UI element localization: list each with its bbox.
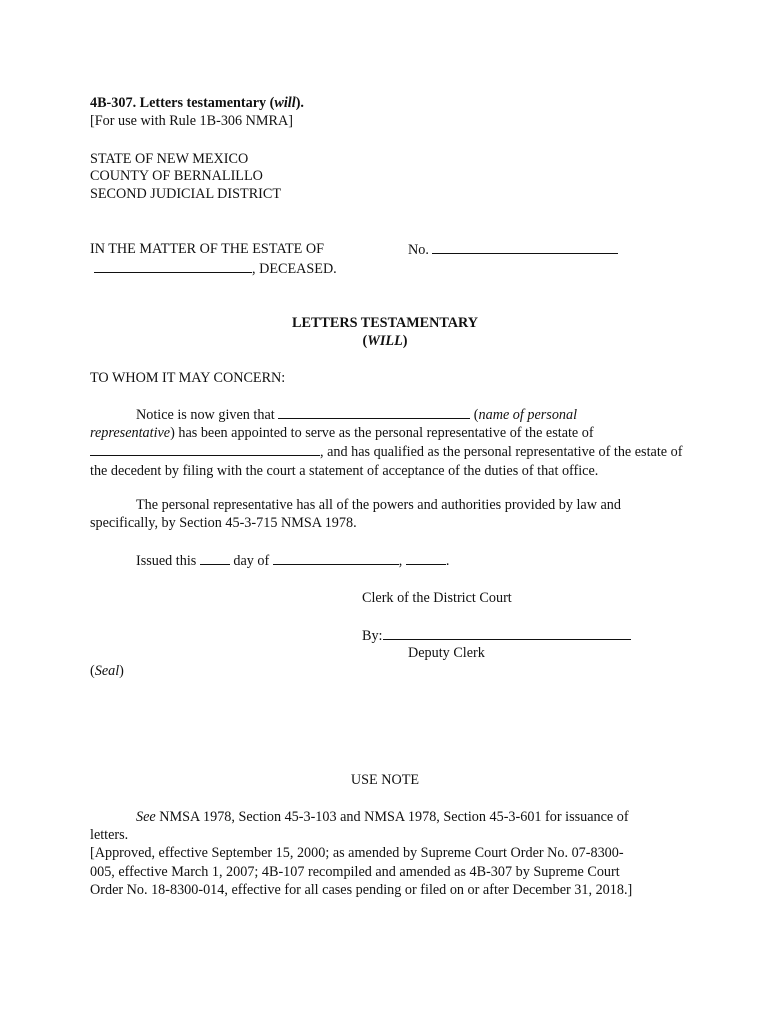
powers-line-1: The personal representative has all of the powers and authorities provided by law and xyxy=(136,497,621,513)
rule-close: ). xyxy=(295,95,304,111)
notice-hint-1: name of personal xyxy=(478,407,578,423)
signature-line xyxy=(362,626,631,645)
notice-qualified: , and has qualified as the personal representative of the estate of xyxy=(320,444,683,461)
caption-deceased: , DECEASED. xyxy=(252,261,337,277)
clerk-title: Clerk of the District Court xyxy=(362,590,512,606)
signature-by-label: By: xyxy=(362,628,383,644)
notice-hint-2: representative xyxy=(90,425,171,442)
notice-paragraph xyxy=(90,405,690,480)
court-state: STATE OF NEW MEXICO xyxy=(90,151,249,167)
issued-day-blank[interactable] xyxy=(200,551,230,565)
use-note-line-4: 005, effective March 1, 2007; 4B-107 recompiled and amended as 4B-307 by Supreme Court xyxy=(90,863,620,880)
issued-month-blank[interactable] xyxy=(273,551,399,565)
seal-open: ( xyxy=(90,663,95,679)
issued-year-blank[interactable] xyxy=(406,551,446,565)
signature-blank[interactable] xyxy=(383,626,631,640)
rule-heading xyxy=(90,94,304,112)
seal-close: ) xyxy=(119,663,124,679)
decedent-name-blank[interactable] xyxy=(94,259,252,273)
powers-paragraph xyxy=(90,496,690,532)
subtitle-open: ( xyxy=(362,333,368,349)
court-county: COUNTY OF BERNALILLO xyxy=(90,168,263,184)
subtitle-close: ) xyxy=(402,333,408,349)
notice-paren-open: ( xyxy=(473,407,479,423)
subtitle-will: WILL xyxy=(367,333,403,349)
use-note-heading: USE NOTE xyxy=(350,772,420,788)
salutation: TO WHOM IT MAY CONCERN: xyxy=(90,370,286,386)
issued-comma: , xyxy=(398,553,403,569)
issued-line xyxy=(136,551,449,570)
issued-period: . xyxy=(445,553,450,569)
use-note-line-1 xyxy=(90,808,690,826)
use-note-line-2: letters. xyxy=(90,827,129,844)
notice-line-2 xyxy=(90,424,690,442)
document-title: LETTERS TESTAMENTARY xyxy=(292,315,478,331)
powers-line-2: specifically, by Section 45-3-715 NMSA 1978. xyxy=(90,515,357,532)
document-subtitle xyxy=(0,332,770,350)
use-note-paragraph xyxy=(90,808,690,899)
case-number xyxy=(408,240,618,259)
deputy-clerk-label: Deputy Clerk xyxy=(408,645,485,661)
rule-number: 4B-307. Letters testamentary ( xyxy=(90,95,275,111)
seal-label xyxy=(90,662,124,680)
rule-usage-note: [For use with Rule 1B-306 NMRA] xyxy=(90,113,293,129)
notice-appointed: ) has been appointed to serve as the personal representative of the estate of xyxy=(170,425,594,442)
use-note-citation: NMSA 1978, Section 45-3-103 and NMSA 1978, Section 45-3-601 for issuance of xyxy=(155,809,629,825)
estate-name-blank[interactable] xyxy=(90,442,320,456)
notice-line-4: the decedent by filing with the court a statement of acceptance of the duties of that office. xyxy=(90,462,599,479)
issued-prefix: Issued this xyxy=(136,553,197,569)
notice-line-1 xyxy=(90,405,690,424)
rule-will: will xyxy=(274,95,296,111)
seal-text: Seal xyxy=(94,663,120,679)
case-number-label: No. xyxy=(408,242,429,258)
personal-representative-blank[interactable] xyxy=(278,405,470,419)
case-number-blank[interactable] xyxy=(432,240,618,254)
notice-intro: Notice is now given that xyxy=(136,407,275,423)
issued-day-of: day of xyxy=(233,553,270,569)
use-note-line-3: [Approved, effective September 15, 2000; as amended by Supreme Court Order No. 07-8300- xyxy=(90,845,624,862)
notice-line-3 xyxy=(90,442,690,461)
use-note-see: See xyxy=(136,809,156,825)
caption-deceased-line xyxy=(94,259,337,278)
use-note-line-5: Order No. 18-8300-014, effective for all cases pending or filed on or after December 31, 2018.] xyxy=(90,881,633,898)
court-district: SECOND JUDICIAL DISTRICT xyxy=(90,186,282,202)
caption-matter: IN THE MATTER OF THE ESTATE OF xyxy=(90,241,325,257)
